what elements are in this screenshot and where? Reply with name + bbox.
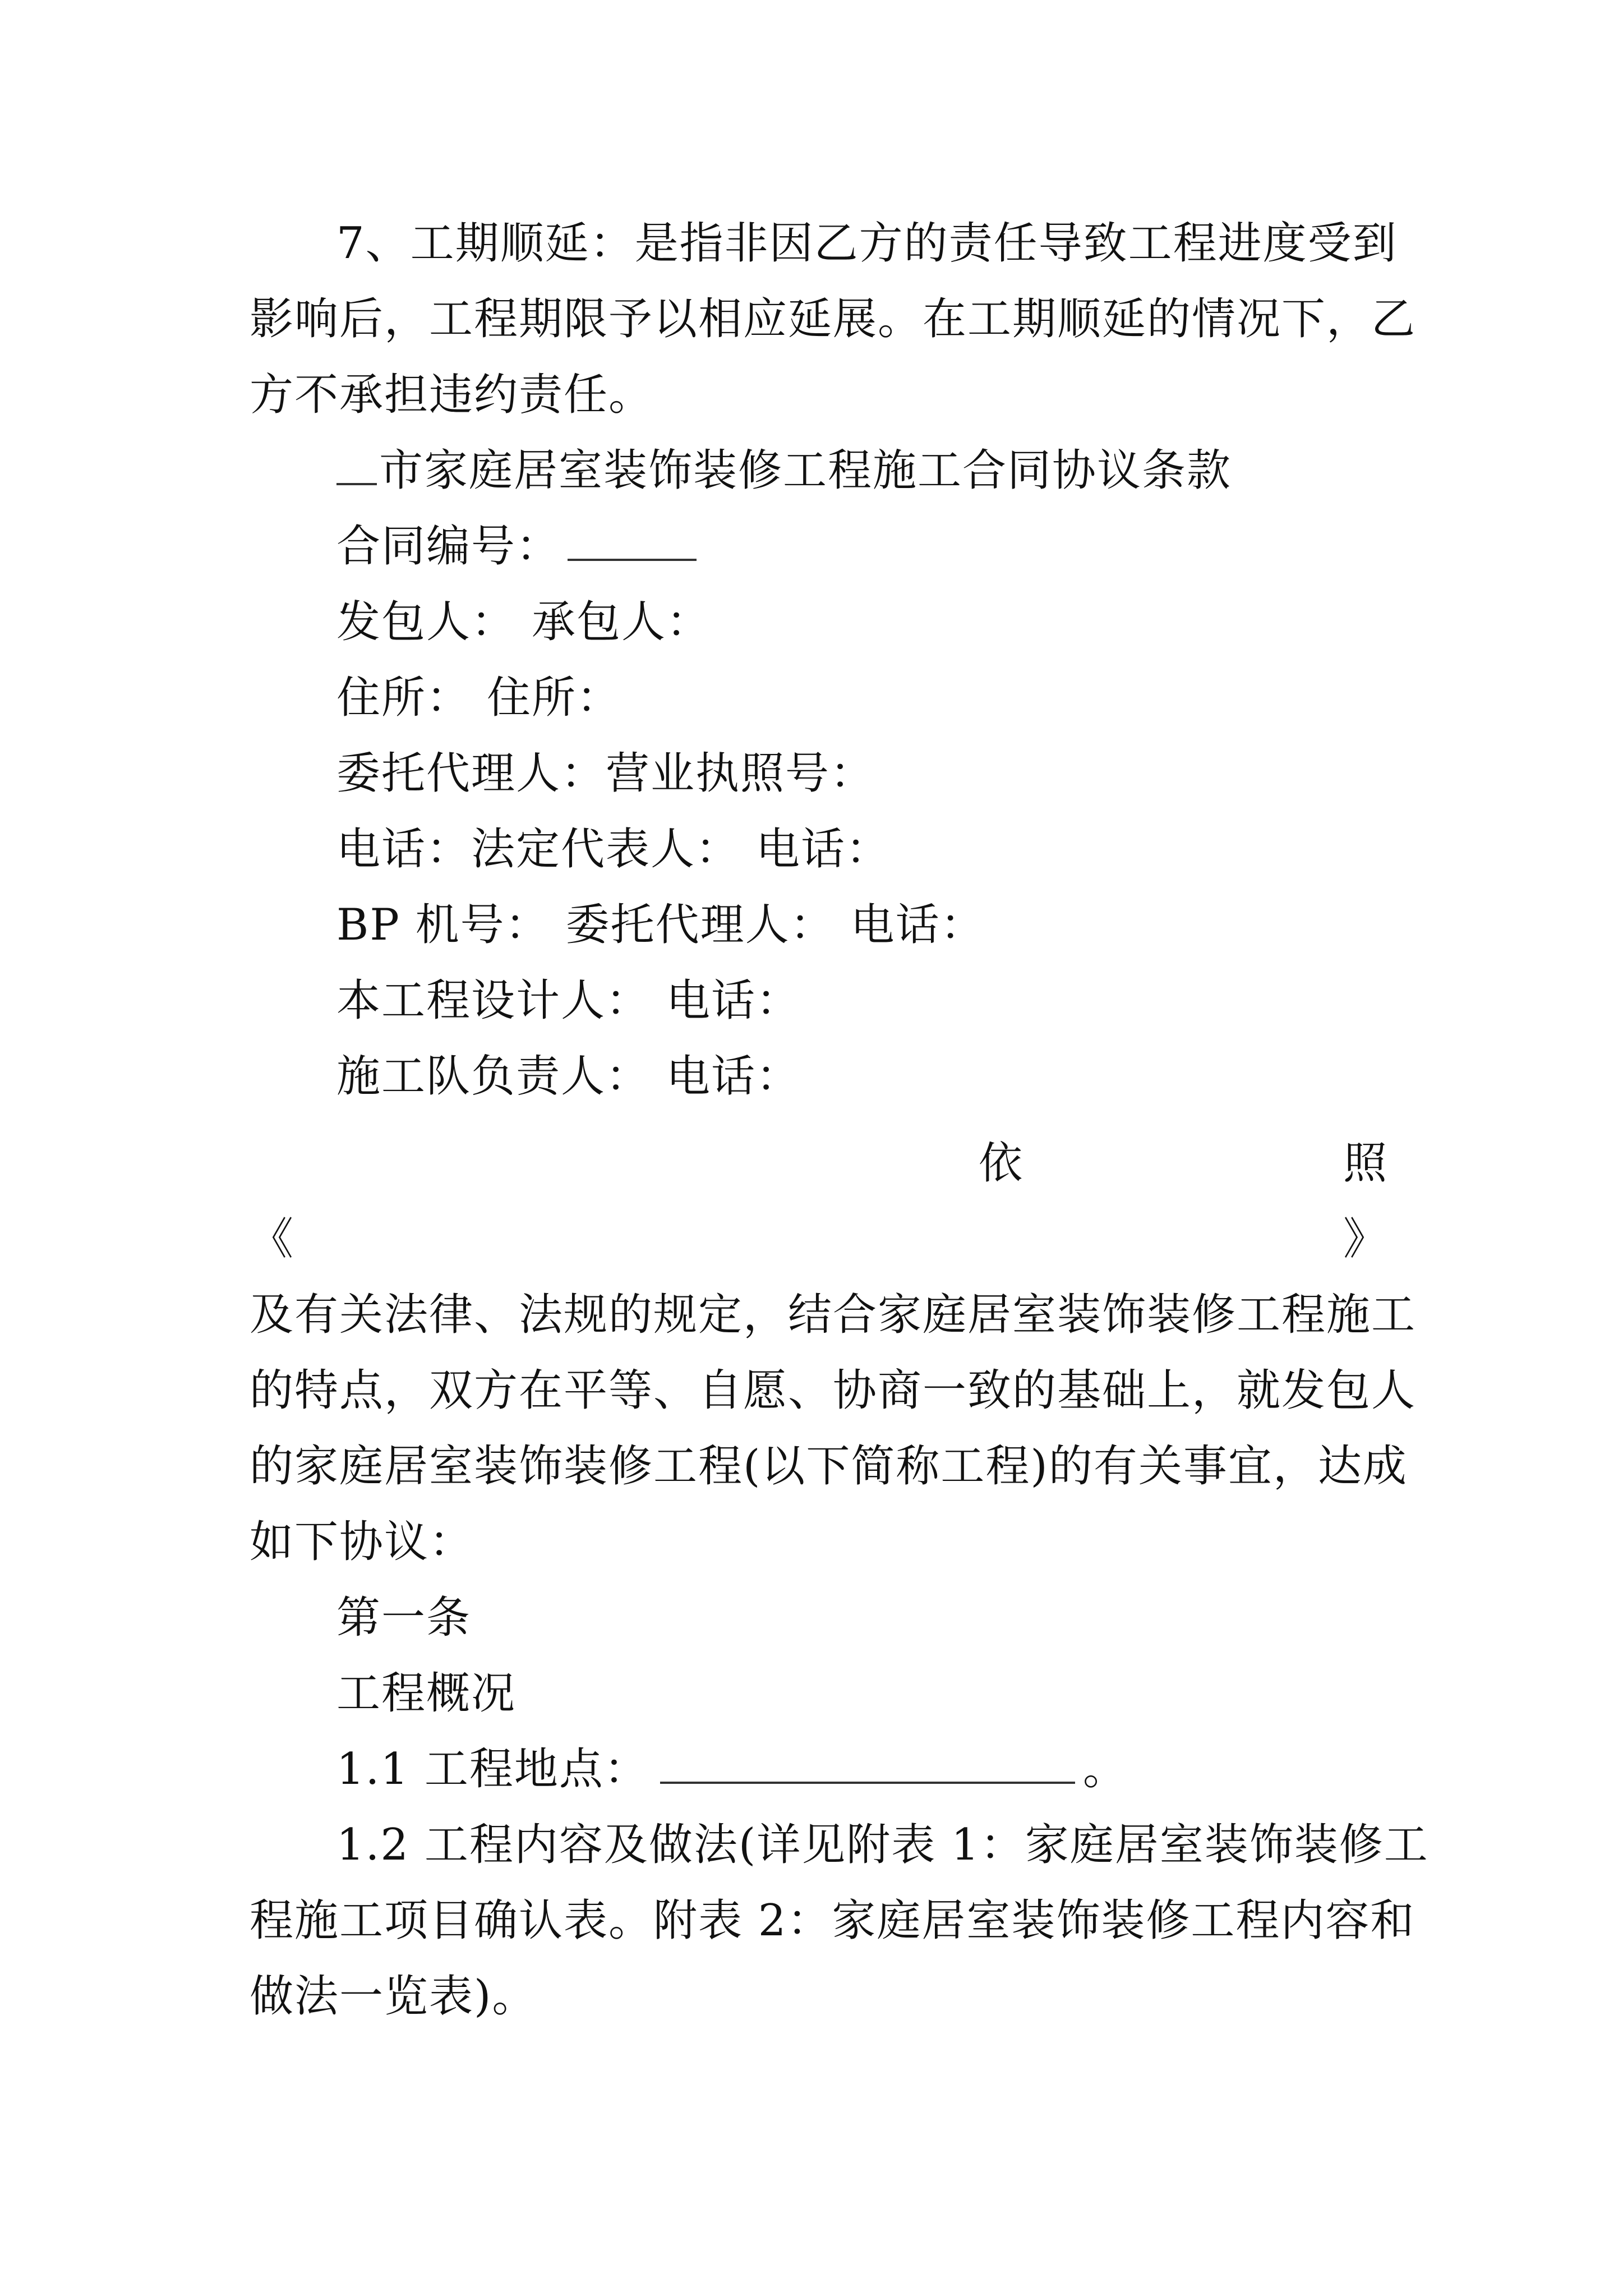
parties-row (336, 597, 1388, 647)
clause-1-1 (336, 1744, 1388, 1795)
contract-title-text: 市家庭居室装饰装修工程施工合同协议条款 (379, 445, 1232, 496)
paragraph-line: 及有关法律、法规的规定，结合家庭居室装饰装修工程施工 (250, 1290, 1417, 1340)
phone-label: 电话： (756, 824, 891, 875)
paragraph-line: 如下协议： (250, 1517, 474, 1567)
paragraph-line: 程施工项目确认表。附表 2：家庭居室装饰装修工程内容和 (250, 1895, 1415, 1946)
phone-representative-row (336, 824, 1388, 875)
contract-title (336, 445, 1388, 496)
basis-char-yi: 依 (979, 1138, 1023, 1189)
employer-address-label: 住所： (336, 673, 472, 723)
bp-row (336, 900, 1388, 950)
contractor-label: 承包人： (532, 597, 712, 647)
close-quote-mark: 》 (1343, 1214, 1387, 1264)
address-row (336, 673, 1388, 723)
contractor-address-label: 住所： (487, 673, 622, 723)
paragraph-line: 的特点，双方在平等、自愿、协商一致的基础上，就发包人 (250, 1365, 1417, 1416)
phone-label: 电话： (666, 976, 801, 1026)
agent-label: 委托代理人： (565, 900, 835, 950)
contract-number-label: 合同编号： (336, 521, 561, 572)
leader-label: 施工队负责人： (336, 1051, 651, 1102)
designer-row (336, 976, 1388, 1026)
employer-label: 发包人： (336, 597, 517, 647)
bp-label: BP 机号： (336, 900, 550, 950)
article-title: 工程概况 (336, 1668, 517, 1719)
open-quote-mark: 《 (250, 1214, 294, 1264)
phone-label: 电话： (666, 1051, 801, 1102)
paragraph-line: 7、工期顺延：是指非因乙方的责任导致工程进度受到 (336, 218, 1398, 269)
location-blank (660, 1748, 1075, 1784)
agent-license-row: 委托代理人：营业执照号： (336, 748, 875, 799)
leader-row (336, 1051, 1388, 1102)
paragraph-line: 做法一览表)。 (250, 1971, 537, 2022)
paragraph-line: 1.2 工程内容及做法(详见附表 1：家庭居室装饰装修工 (336, 1820, 1429, 1870)
paragraph-line: 方不承担违约责任。 (250, 370, 654, 420)
clause-1-1-end: 。 (1082, 1744, 1128, 1795)
basis-char-zhao: 照 (1343, 1138, 1387, 1189)
clause-1-1-label: 1.1 工程地点： (336, 1744, 649, 1795)
paragraph-line: 的家庭居室装饰装修工程(以下简称工程)的有关事宜，达成 (250, 1441, 1408, 1492)
phone-label: 电话： (850, 900, 985, 950)
title-blank-line (336, 449, 377, 485)
designer-label: 本工程设计人： (336, 976, 651, 1026)
article-heading: 第一条 (336, 1593, 472, 1643)
phone-representative-label: 电话：法定代表人： (336, 824, 741, 875)
paragraph-line: 影响后，工程期限予以相应延展。在工期顺延的情况下，乙 (250, 294, 1417, 344)
contract-number-row (336, 521, 1388, 572)
contract-number-blank (568, 525, 697, 561)
